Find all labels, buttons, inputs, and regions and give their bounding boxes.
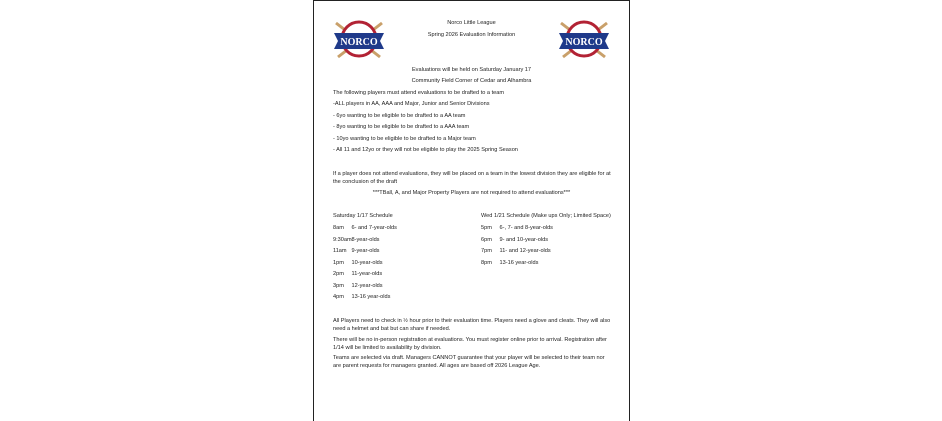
document-page [313, 0, 630, 421]
schedule-time: 6pm [481, 236, 492, 243]
schedule-group: 13-16 year-olds [499, 259, 539, 266]
doc-subtitle: Spring 2026 Evaluation Information [427, 32, 516, 38]
schedule-time: 9:30am [333, 236, 352, 243]
note-checkin: All Players need to check in ½ hour prior to their evaluation time. Players need a glove and cleats. They will also need a helmet and bat but can share if needed. [333, 318, 611, 332]
schedule-time: 2pm [333, 271, 344, 277]
note-draft: Teams are selected via draft. Managers CANNOT guarantee that your player will be selected to their team nor are parent requests for managers granted. All ages are based off 2026 League Age. [333, 355, 605, 369]
schedule-group: 6- and 7-year-olds [351, 225, 397, 231]
bullet: - 10yo wanting to be eligible to be drafted to a Major team [333, 136, 476, 142]
must-attend-text: The following players must attend evaluations to be drafted to a team [333, 90, 505, 96]
schedule-row [333, 283, 383, 290]
schedule-time: 4pm [333, 294, 344, 300]
schedule-row [333, 225, 397, 232]
wednesday-heading: Wed 1/21 Schedule (Make ups Only; Limited Space) [481, 213, 611, 219]
note-registration: There will be no in-person registration at evaluations. You must register online prior to arrival. Registration after 1/14 will be limited to availability by division. [333, 337, 607, 351]
bullet: - 8yo wanting to be eligible to be drafted to a AAA team [333, 124, 470, 130]
schedule-time: 8pm [481, 259, 492, 266]
no-attend-text: If a player does not attend evaluations, they will be placed on a team in the lowest division they are eligible for at the conclusion of the draft [333, 171, 611, 185]
bullet: -ALL players in AA, AAA and Major, Junior and Senior Divisions [333, 101, 490, 107]
schedule-time: 5pm [481, 225, 492, 231]
schedule-group: 11- and 12-year-olds [499, 248, 551, 254]
bullet: - 6yo wanting to be eligible to be drafted to a AA team [333, 113, 466, 119]
schedule-group: 12-year-olds [351, 282, 383, 289]
saturday-heading: Saturday 1/17 Schedule [333, 213, 393, 219]
location-line: Community Field Corner of Cedar and Alhambra [411, 78, 532, 84]
schedule-row [481, 225, 553, 232]
schedule-row [481, 248, 551, 255]
schedule-group: 6-, 7- and 8-year-olds [499, 225, 553, 231]
date-line: Evaluations will be held on Saturday January 17 [411, 67, 532, 73]
schedule-time: 7pm [481, 248, 492, 254]
schedule-group: 13-16 year-olds [351, 294, 391, 300]
schedule-row [481, 260, 538, 267]
schedule-group: 9-year-olds [351, 248, 380, 254]
schedule-group: 9- and 10-year-olds [499, 236, 549, 243]
schedule-row [333, 248, 379, 255]
svg-text:NORCO: NORCO [340, 37, 378, 48]
schedule-time: 1pm [333, 259, 344, 266]
schedule-time: 8am [333, 225, 344, 231]
schedule-row [481, 237, 548, 244]
svg-text:NORCO: NORCO [565, 37, 603, 48]
schedule-group: 8-year-olds [351, 236, 380, 243]
doc-title: Norco Little League [447, 20, 496, 26]
schedule-row [333, 271, 382, 278]
schedule-row [333, 260, 383, 267]
schedule-row [333, 294, 390, 301]
schedule-time: 3pm [333, 282, 344, 289]
schedule-group: 11-year-olds [351, 271, 383, 277]
schedule-row [333, 237, 379, 244]
schedule-time: 11am [333, 248, 347, 254]
exempt-text: ***TBall, A, and Major Property Players are not required to attend evaluations*** [372, 190, 571, 196]
schedule-group: 10-year-olds [351, 259, 383, 266]
bullet: - All 11 and 12yo or they will not be eligible to play the 2025 Spring Season [333, 147, 518, 153]
